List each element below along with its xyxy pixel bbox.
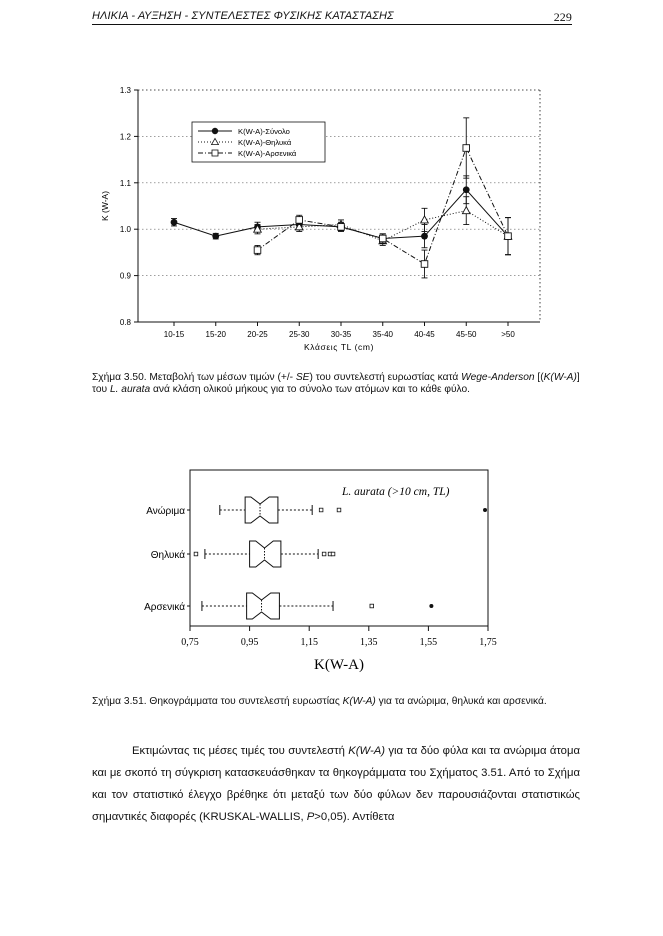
figure-3-51-caption [92,696,580,708]
x-tick-label: 45-50 [456,330,477,339]
figure-351-caption-part: για τα ανώριμα, θηλυκά και αρσενικά. [375,696,547,707]
x-tick-label: 15-20 [205,330,226,339]
figure-350-caption-part: ] του [92,372,580,395]
x-axis-label: K(W-A) [314,657,364,673]
x-axis-label: Κλάσεις TL (cm) [303,342,375,352]
figure-350-caption-part: Wege-Anderson [461,372,535,383]
box [247,593,280,619]
x-tick-label: >50 [501,330,515,339]
category-label: Ανώριμα [146,506,185,517]
legend-label: K(W-A)-Αρσενικά [238,149,297,158]
x-tick-label: 1,15 [300,637,318,648]
y-axis-label: K (W-A) [100,190,110,222]
box [245,497,278,523]
figure-350-caption-part: K(W-A) [543,372,577,383]
near-outlier [322,552,326,556]
x-tick-label: 30-35 [330,330,352,339]
x-tick-label: 0,95 [240,637,259,648]
y-tick-label: 0.8 [119,318,131,327]
page-number: 229 [553,10,572,24]
y-tick-label: 1.0 [119,225,131,235]
box-group [151,541,335,567]
far-outlier [429,604,433,608]
category-label: Θηλυκά [150,550,185,561]
x-tick-label: 1,35 [360,637,378,648]
figure-350-caption-part: ανά κλάση ολικού μήκους για το σύνολο των ατόμων και το κάθε φύλο. [150,384,470,395]
box-group [144,593,433,619]
plot-annotation: L. aurata (>10 cm, TL) [342,486,450,498]
y-tick-label: 1.2 [119,132,131,142]
figure-350-caption-part: Σχήμα 3.50. Μεταβολή των μέσων τιμών (+/- [92,372,296,383]
x-tick-label: 25-30 [289,330,310,339]
body-paragraph [92,740,580,828]
near-outlier [337,508,341,512]
x-tick-label: 1,75 [479,637,497,648]
near-outlier [194,552,198,556]
legend-label: K(W-A)-Σύνολο [238,127,290,136]
y-tick-label: 1.1 [119,178,131,188]
paragraph-part: για τα δύο φύλα και τα ανώριμα άτομα και με σκοπό τη σύγκριση κατασκευάσθηκαν τα θηκογράμματα του Σχήματος 3.51. Από το Σχήμα και τον στατιστικό έλεγχο βρέθηκε ότι μεταξύ των δύο φύλων δεν παρουσιάζονται στατιστικώς σημαντικές διαφορές (KRUSKAL-WALLIS, [92,745,580,823]
x-tick-label: 40-45 [414,330,435,339]
paragraph-part: P [306,811,315,823]
near-outlier [319,508,323,512]
y-tick-label: 0.9 [119,271,131,281]
paragraph-part: Εκτιμώντας τις μέσες τιμές του συντελεστή [132,745,349,757]
near-outlier [370,604,374,608]
running-title: ΗΛΙΚΙΑ - ΑΥΞΗΣΗ - ΣΥΝΤΕΛΕΣΤΕΣ ΦΥΣΙΚΗΣ ΚΑΤΑΣΤΑΣΗΣ [92,10,394,22]
box [250,541,281,567]
figure-350-caption-part: [( [534,372,544,383]
x-tick-label: 1,55 [419,637,438,648]
x-tick-label: 0,75 [181,637,199,648]
paragraph-part: K(W-A) [348,745,386,757]
legend-label: K(W-A)-Θηλυκά [238,138,292,147]
figure-350-caption-part: L. aurata [109,384,151,395]
box-group [146,497,487,523]
figure-351-caption-part: Σχήμα 3.51. Θηκογράμματα του συντελεστή ευρωστίας [92,696,343,707]
x-tick-label: 10-15 [163,330,185,339]
figure-350-caption-part: SE [295,372,310,383]
paragraph-part: >0,05). Αντίθετα [314,811,395,823]
figure-350-caption-part: ) του συντελεστή ευρωστίας κατά [309,372,462,383]
y-tick-label: 1.3 [119,86,131,95]
x-tick-label: 35-40 [372,330,393,339]
figure-351-caption-part: K(W-A) [342,696,376,707]
category-label: Αρσενικά [144,602,185,613]
far-outlier [483,508,487,512]
near-outlier [331,552,335,556]
x-tick-label: 20-25 [247,330,268,339]
